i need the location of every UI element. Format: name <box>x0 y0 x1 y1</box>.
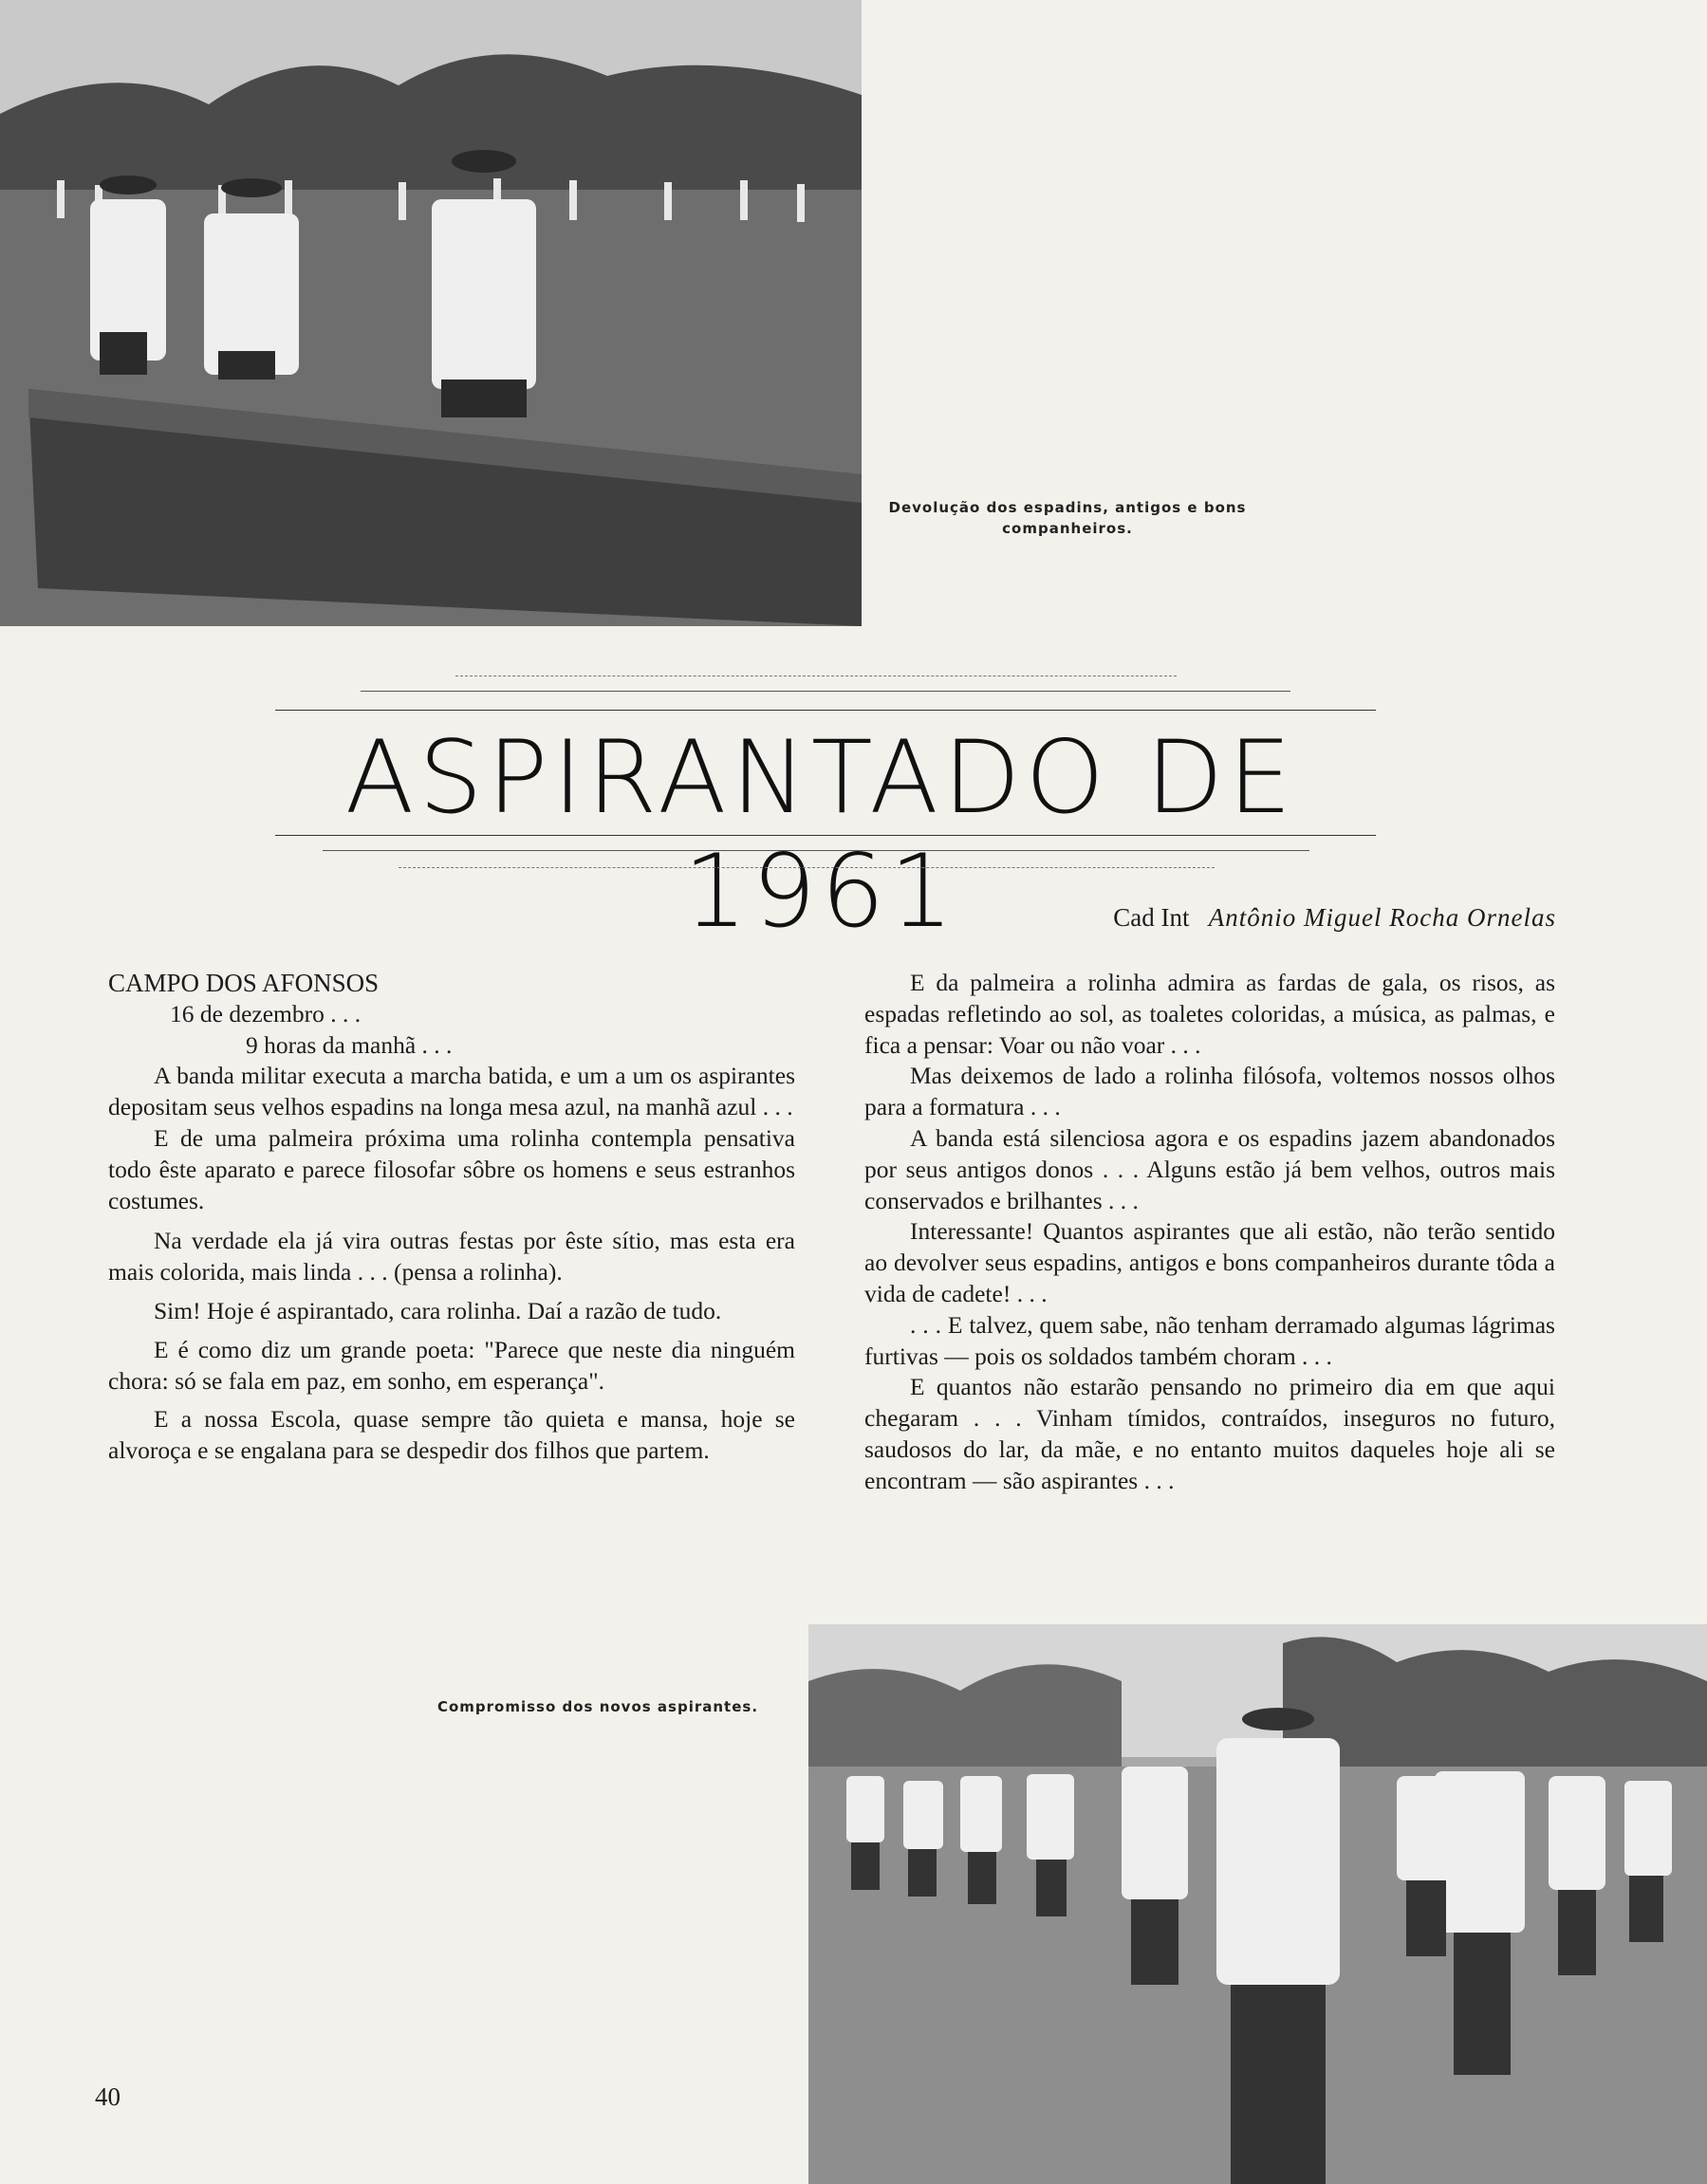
paragraph: E da palmeira a rolinha admira as fardas de gala, os risos, as espadas refletindo ao sol, as toaletes coloridas, a música, as palmas, e fica a pensar: Voar ou não voar . . . <box>864 969 1555 1059</box>
byline <box>949 903 1556 933</box>
paragraph: E a nossa Escola, quase sempre tão quieta e mansa, hoje se alvoroça e se engalana para se despedir dos filhos que partem. <box>108 1405 795 1465</box>
dateline-time: 9 horas da manhã . . . <box>246 1030 453 1059</box>
title-rule <box>399 867 1215 868</box>
paragraph: Na verdade ela já vira outras festas por êste sítio, mas esta era mais colorida, mais linda . . . (pensa a rolinha). <box>108 1227 795 1286</box>
photo-new-aspirants-oath <box>808 1624 1707 2184</box>
paragraph: E quantos não estarão pensando no primeiro dia em que aqui chegaram . . . Vinham tímidos, contraídos, inseguros no futuro, saudosos do lar, da mãe, e no entanto muitos daqueles hoje ali se encontram — são aspirantes . . . <box>864 1373 1555 1494</box>
paragraph: Sim! Hoje é aspirantado, cara rolinha. Daí a razão de tudo. <box>154 1296 722 1324</box>
article-title: ASPIRANTADO DE 1961 <box>344 719 1297 950</box>
title-rule <box>323 850 1309 851</box>
page-number: 40 <box>95 2082 121 2111</box>
title-rule <box>275 710 1376 711</box>
paragraph: . . . E talvez, quem sabe, não tenham derramado algumas lágrimas furtivas — pois os soldados também choram . . . <box>864 1310 1555 1370</box>
photo-caption-bottom: Compromisso dos novos aspirantes. <box>436 1698 759 1715</box>
dateline-place: CAMPO DOS AFONSOS <box>108 969 380 997</box>
paragraph: E é como diz um grande poeta: "Parece que neste dia ninguém chora: só se fala em paz, em sonho, em esperança". <box>108 1335 795 1395</box>
paragraph: E de uma palmeira próxima uma rolinha contempla pensativa todo êste aparato e parece filosofar sôbre os homens e seus estranhos costumes. <box>108 1123 795 1214</box>
article-column-left <box>108 968 795 1467</box>
paragraph: Mas deixemos de lado a rolinha filósofa, voltemos nossos olhos para a formatura . . . <box>864 1062 1555 1121</box>
author-name: Antônio Miguel Rocha Ornelas <box>1208 903 1556 932</box>
author-rank: Cad Int <box>1113 903 1190 932</box>
title-rule <box>275 835 1376 836</box>
photo-sword-return <box>0 0 862 626</box>
article-column-right <box>864 968 1555 1497</box>
paragraph: A banda está silenciosa agora e os espadins jazem abandonados por seus antigos donos . . . Alguns estão já bem velhos, outros mais conservados e brilhantes . . . <box>864 1123 1555 1214</box>
title-rule <box>361 691 1290 692</box>
dateline-date: 16 de dezembro . . . <box>170 999 362 1027</box>
paragraph: Interessante! Quantos aspirantes que ali estão, não terão sentido ao devolver seus espadins, antigos e bons companheiros durante tôda a vida de cadete! . . . <box>864 1217 1555 1307</box>
paragraph: A banda militar executa a marcha batida, e um a um os aspirantes depositam seus velhos espadins na longa mesa azul, na manhã azul . . . <box>108 1062 795 1121</box>
photo-caption-top: Devolução dos espadins, antigos e bons companheiros. <box>888 499 1247 537</box>
